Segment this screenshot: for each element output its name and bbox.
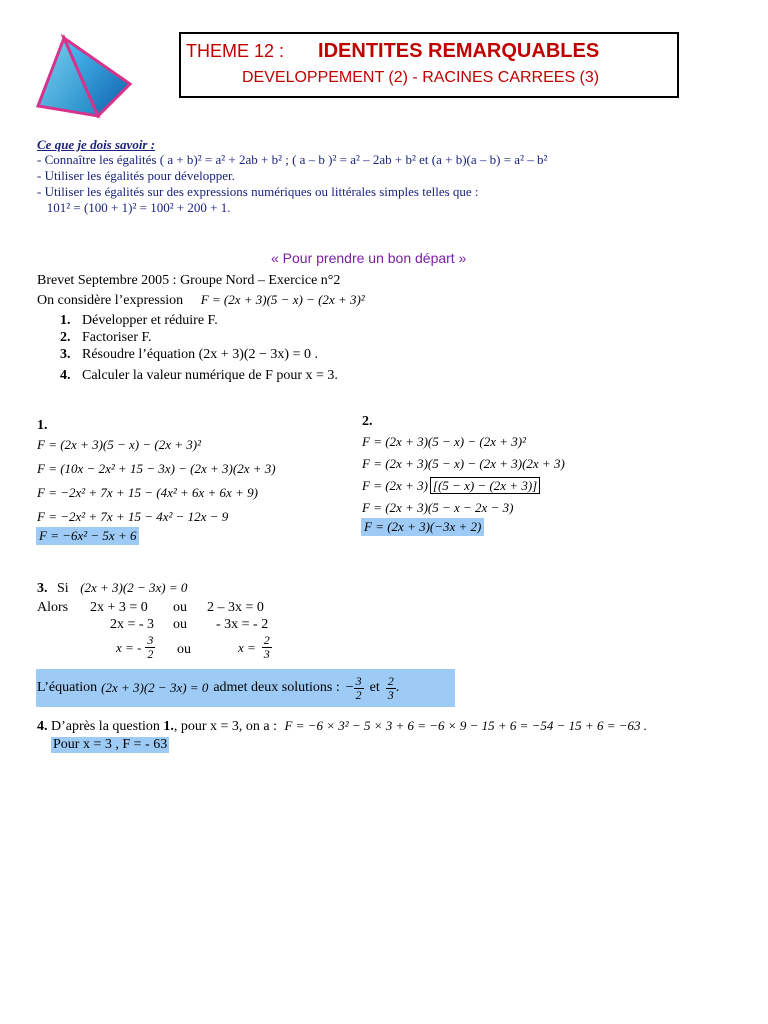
part1-label: 1.	[37, 418, 48, 433]
fraction-left	[145, 634, 155, 661]
part3-ou: ou	[177, 642, 191, 657]
fraction-numerator: 3	[147, 633, 154, 647]
part2-line: F = (2x + 3)(5 − x) − (2x + 3)²	[362, 434, 526, 449]
part3-solution-right	[238, 634, 272, 661]
fraction-right	[262, 634, 272, 661]
part3-eq-right-1: 2 – 3x = 0	[207, 600, 264, 615]
part1-line: F = −2x² + 7x + 15 − (4x² + 6x + 6x + 9)	[37, 485, 258, 500]
conclusion-equation: (2x + 3)(2 − 3x) = 0	[101, 680, 209, 695]
conclusion-mid: admet deux solutions :	[213, 680, 340, 695]
question-text: Résoudre l’équation (2x + 3)(2 − 3x) = 0 .	[82, 347, 318, 362]
fraction-denominator: 2	[147, 647, 154, 661]
subtitle: DEVELOPPEMENT (2) - RACINES CARREES (3)	[242, 69, 600, 86]
part2-line: F = (2x + 3)(5 − x − 2x − 3)	[362, 500, 514, 515]
solution-2-fraction	[386, 675, 396, 702]
part3-x-right: x =	[238, 639, 256, 655]
part2-line: F = (2x + 3)(5 − x) − (2x + 3)(2x + 3)	[362, 456, 565, 471]
title-line	[186, 40, 599, 63]
conclusion-pre: L’équation	[37, 680, 98, 695]
part4-label: 4.	[37, 719, 48, 734]
question-2	[60, 330, 152, 346]
part3-x-left: x = -	[116, 639, 142, 655]
part4-calculation: F = −6 × 3² − 5 × 3 + 6 = −6 × 9 − 15 + 6 = −54 − 15 + 6 = −63 .	[284, 718, 648, 733]
question-number: 1.	[60, 313, 71, 328]
question-1	[60, 313, 218, 329]
fraction-denominator: 3	[387, 687, 394, 702]
part3-ou: ou	[173, 617, 187, 632]
question-3	[60, 347, 318, 363]
part2-factor: F = (2x + 3)	[362, 478, 428, 493]
part4-ref: 1.	[163, 719, 174, 734]
part1-line: F = (10x − 2x² + 15 − 3x) − (2x + 3)(2x + 3)	[37, 461, 276, 476]
question-number: 4.	[60, 368, 71, 383]
pyramid-illustration	[34, 34, 134, 120]
part2-bracket: [(5 − x) − (2x + 3)]	[430, 477, 540, 494]
question-4	[60, 368, 338, 384]
part1-line: F = (2x + 3)(5 − x) − (2x + 3)²	[37, 437, 201, 452]
exercise-expression: F = (2x + 3)(5 − x) − (2x + 3)²	[200, 292, 365, 307]
start-title: « Pour prendre un bon départ »	[271, 250, 467, 266]
part3-eq-left-2: 2x = - 3	[110, 617, 155, 632]
question-text: Calculer la valeur numérique de F pour x = 3.	[82, 368, 338, 383]
knowledge-heading: Ce que je dois savoir :	[37, 137, 156, 152]
question-number: 3.	[60, 347, 71, 362]
conclusion-et: et	[369, 680, 380, 695]
part3-equation: (2x + 3)(2 − 3x) = 0	[80, 580, 188, 595]
part3-ou: ou	[173, 600, 187, 615]
question-text: Factoriser F.	[82, 330, 152, 345]
part3-header	[37, 580, 187, 597]
part4-text-b: , pour x = 3, on a :	[173, 719, 278, 734]
part4-line	[37, 718, 647, 735]
part3-si: Si	[57, 581, 69, 596]
part1-line: F = −2x² + 7x + 15 − 4x² − 12x − 9	[37, 509, 229, 524]
part2-result: F = (2x + 3)(−3x + 2)	[361, 518, 484, 536]
part3-conclusion	[36, 669, 455, 707]
question-text: Développer et réduire F.	[82, 313, 218, 328]
theme-number: THEME 12 :	[186, 41, 285, 61]
exercise-intro: On considère l’expression	[37, 293, 184, 308]
part2-line	[362, 478, 540, 494]
knowledge-item: - Connaître les égalités ( a + b)² = a² + 2ab + b² ; ( a – b )² = a² – 2ab + b² et (a + b)(a – b) = a² – b²	[37, 152, 548, 167]
conclusion-end: .	[395, 680, 400, 695]
part3-eq-right-2: - 3x = - 2	[216, 617, 269, 632]
fraction-denominator: 3	[263, 647, 270, 661]
fraction-numerator: 2	[387, 673, 394, 688]
part3-alors: Alors	[37, 600, 69, 615]
solution-1-sign: −	[345, 680, 354, 695]
main-title: IDENTITES REMARQUABLES	[318, 40, 600, 62]
part1-result: F = −6x² − 5x + 6	[36, 527, 139, 545]
knowledge-item: - Utiliser les égalités pour développer.	[37, 168, 235, 183]
exercise-source: Brevet Septembre 2005 : Groupe Nord – Exercice n°2	[37, 273, 341, 288]
part2-label: 2.	[362, 414, 373, 429]
fraction-denominator: 2	[355, 687, 362, 702]
solution-1-fraction	[354, 675, 364, 702]
part3-solution-left	[116, 634, 155, 661]
part3-label: 3.	[37, 581, 48, 596]
part4-answer: Pour x = 3 , F = - 63	[53, 737, 168, 752]
part3-eq-left-1: 2x + 3 = 0	[90, 600, 148, 615]
exercise-intro-line	[37, 292, 365, 309]
fraction-numerator: 3	[355, 673, 362, 688]
part4-text-a: D’après la question	[51, 719, 160, 734]
question-number: 2.	[60, 330, 71, 345]
knowledge-item: 101² = (100 + 1)² = 100² + 200 + 1.	[37, 200, 231, 215]
knowledge-item: - Utiliser les égalités sur des expressions numériques ou littérales simples telles que :	[37, 184, 479, 199]
fraction-numerator: 2	[263, 633, 270, 647]
